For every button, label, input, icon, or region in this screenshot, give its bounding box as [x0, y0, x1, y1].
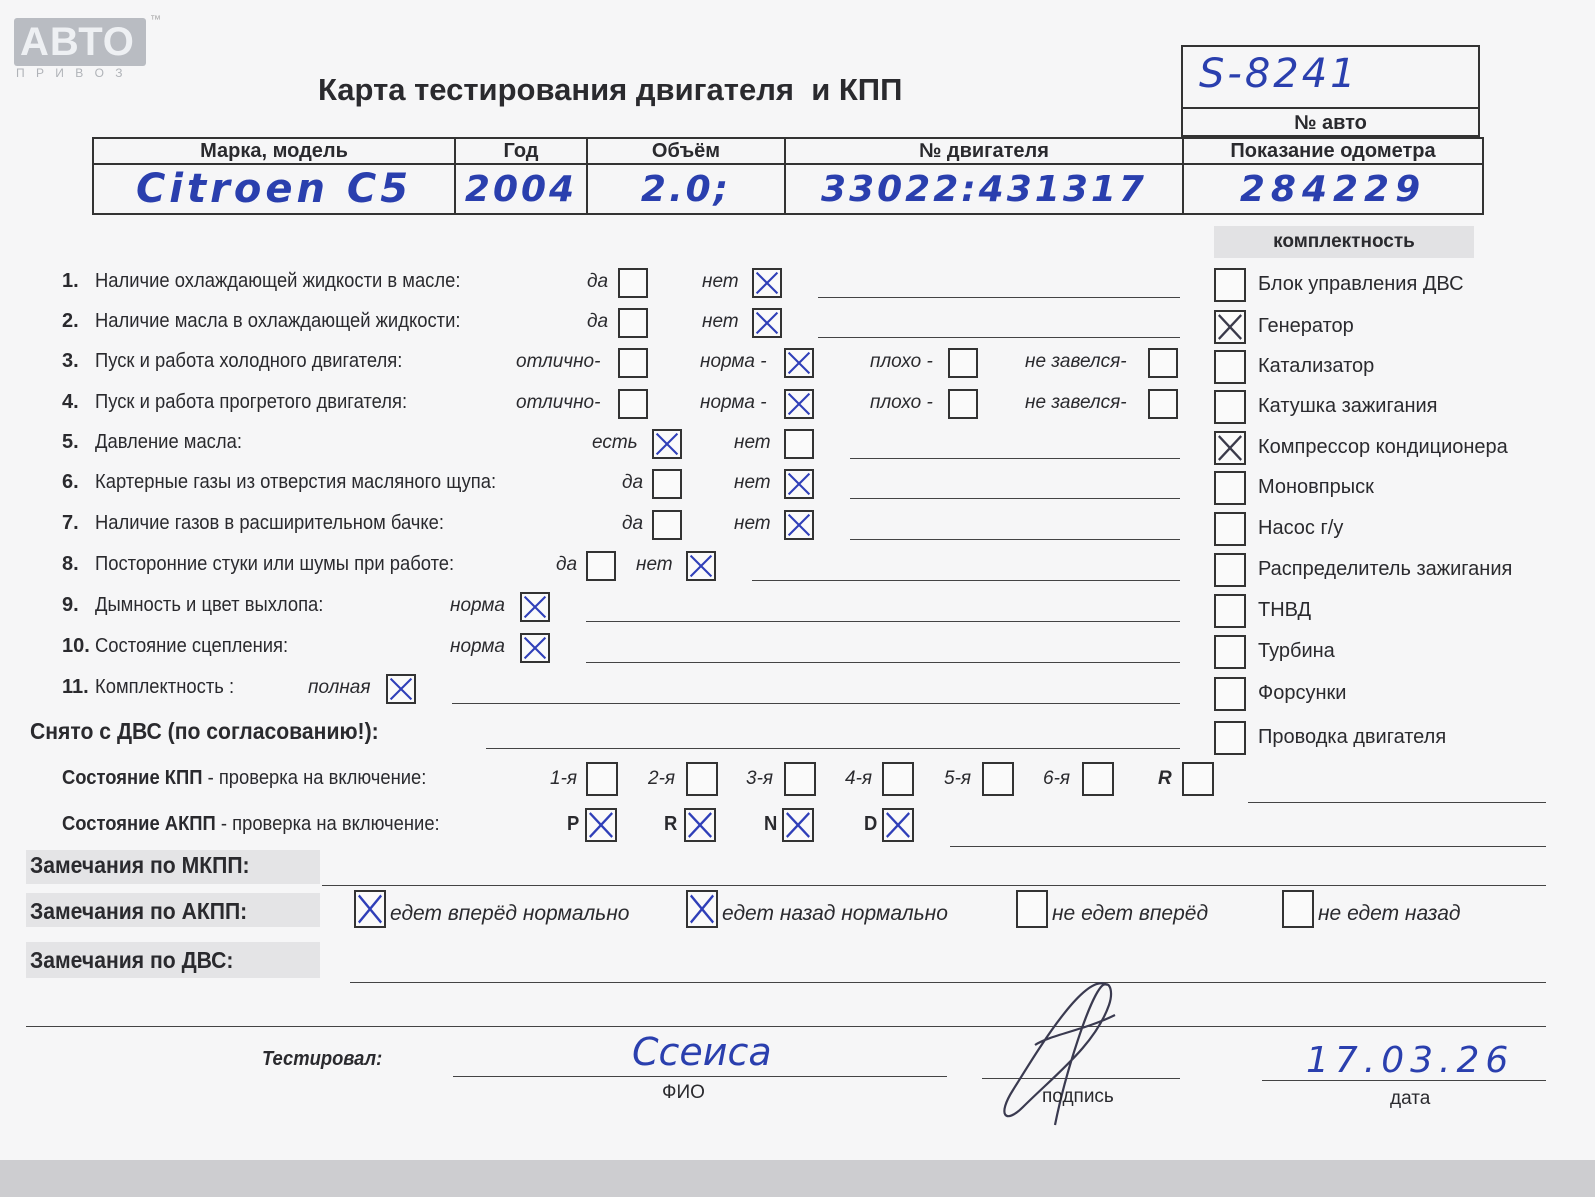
remark-option: не едет вперёд	[1052, 902, 1209, 925]
question-number: 6.	[62, 471, 79, 493]
date-value: 17.03.26	[1306, 1040, 1515, 1081]
mode-label: R	[664, 813, 678, 835]
question-number: 9.	[62, 594, 79, 616]
col-header-model: Марка, модель	[93, 138, 455, 164]
komplekt-checkbox[interactable]	[1214, 350, 1246, 384]
answer-line	[850, 539, 1180, 540]
gear-label: R	[1158, 768, 1172, 789]
remark-checkbox[interactable]	[354, 890, 386, 928]
answer-line	[850, 498, 1180, 499]
removed-label: Снято с ДВС (по согласованию!):	[30, 718, 379, 744]
remark-checkbox[interactable]	[686, 890, 718, 928]
option-checkbox[interactable]	[784, 469, 814, 499]
page-title: Карта тестирования двигателя и КПП	[318, 72, 903, 107]
question-number: 8.	[62, 553, 79, 575]
signature-drawing	[995, 975, 1125, 1135]
gear-checkbox[interactable]	[586, 762, 618, 796]
option-checkbox[interactable]	[948, 348, 978, 378]
option-checkbox[interactable]	[618, 308, 648, 338]
question-text: Посторонние стуки или шумы при работе:	[95, 553, 455, 575]
answer-line	[752, 580, 1180, 581]
question-text: Пуск и работа прогретого двигателя:	[95, 391, 408, 413]
option-label: не завелся-	[1025, 351, 1127, 372]
komplekt-item: Блок управления ДВС	[1258, 273, 1464, 295]
model-value: Citroen C5	[135, 166, 413, 212]
option-checkbox[interactable]	[784, 429, 814, 459]
gear-label: 3-я	[746, 768, 774, 789]
option-label: да	[622, 513, 644, 534]
option-label: да	[587, 271, 609, 292]
kpp-label	[62, 767, 426, 790]
answer-line	[452, 703, 1180, 704]
question-number: 4.	[62, 391, 79, 413]
option-label: есть	[592, 432, 638, 453]
option-label: полная	[308, 677, 371, 698]
komplekt-checkbox[interactable]	[1214, 268, 1246, 302]
date-caption: дата	[1390, 1088, 1431, 1109]
option-label: отлично-	[516, 351, 601, 372]
komplekt-item: Моновпрыск	[1258, 476, 1374, 498]
komplekt-item: Распределитель зажигания	[1258, 558, 1513, 580]
gear-label: 6-я	[1043, 768, 1071, 789]
fio-caption: ФИО	[662, 1082, 705, 1103]
akpp-label-rest: - проверка на включение:	[215, 813, 440, 835]
option-label: нет	[702, 271, 739, 292]
komplekt-item: Форсунки	[1258, 682, 1347, 704]
torn-edge	[0, 1160, 1595, 1197]
question-number: 7.	[62, 512, 79, 534]
option-label: нет	[636, 554, 673, 575]
remarks-dvs-line	[350, 982, 1546, 983]
car-number-label-cell	[1183, 107, 1478, 137]
option-checkbox[interactable]	[520, 592, 550, 622]
cell-year	[455, 164, 587, 214]
odometer-value: 284229	[1239, 168, 1427, 210]
question-text: Картерные газы из отверстия масляного щупа:	[95, 471, 497, 493]
cell-volume	[587, 164, 785, 214]
komplekt-item: Турбина	[1258, 640, 1335, 662]
option-checkbox[interactable]	[652, 469, 682, 499]
option-checkbox[interactable]	[686, 551, 716, 581]
question-number: 11.	[62, 676, 89, 698]
answer-line	[586, 621, 1180, 622]
komplekt-checkbox[interactable]	[1214, 721, 1246, 755]
engine-value: 33022:431317	[821, 168, 1147, 210]
option-label: отлично-	[516, 392, 601, 413]
question-text: Пуск и работа холодного двигателя:	[95, 350, 403, 372]
gear-label: 4-я	[845, 768, 873, 789]
remarks-dvs-label: Замечания по ДВС:	[30, 947, 234, 973]
option-checkbox[interactable]	[652, 510, 682, 540]
question-number: 2.	[62, 310, 79, 332]
komplekt-checkbox[interactable]	[1214, 553, 1246, 587]
col-header-volume: Объём	[587, 138, 785, 164]
cell-engine	[785, 164, 1183, 214]
komplekt-item: Насос г/у	[1258, 517, 1344, 539]
option-checkbox[interactable]	[784, 348, 814, 378]
option-checkbox[interactable]	[386, 674, 416, 704]
car-number-label: № авто	[1294, 112, 1367, 134]
cell-model	[93, 164, 455, 214]
gear-checkbox[interactable]	[1182, 762, 1214, 796]
gear-label: 1-я	[550, 768, 578, 789]
komplekt-item: Катализатор	[1258, 355, 1375, 377]
option-label: да	[622, 472, 644, 493]
mode-checkbox[interactable]	[585, 808, 617, 842]
gear-checkbox[interactable]	[1082, 762, 1114, 796]
komplekt-item: ТНВД	[1258, 599, 1312, 621]
car-number-box	[1181, 45, 1480, 137]
gear-checkbox[interactable]	[686, 762, 718, 796]
option-label: да	[556, 554, 578, 575]
komplekt-checkbox[interactable]	[1214, 677, 1246, 711]
mode-checkbox[interactable]	[782, 808, 814, 842]
option-checkbox[interactable]	[586, 551, 616, 581]
question-number: 10.	[62, 635, 90, 657]
car-number-value: S-8241	[1199, 51, 1359, 97]
komplekt-item: Компрессор кондиционера	[1258, 436, 1508, 458]
tester-name: Ссеиса	[632, 1030, 772, 1074]
option-label: норма	[450, 636, 505, 657]
komplekt-checkbox[interactable]	[1214, 390, 1246, 424]
option-label: да	[587, 311, 609, 332]
komplekt-item: Проводка двигателя	[1258, 726, 1447, 748]
year-value: 2004	[464, 168, 578, 210]
remark-checkbox[interactable]	[1282, 890, 1314, 928]
question-number: 5.	[62, 431, 79, 453]
question-text: Дымность и цвет выхлопа:	[95, 594, 324, 616]
kpp-label-rest: - проверка на включение:	[202, 767, 427, 789]
option-label: нет	[734, 513, 771, 534]
gear-checkbox[interactable]	[982, 762, 1014, 796]
gear-checkbox[interactable]	[784, 762, 816, 796]
removed-line	[486, 748, 1180, 749]
logo-tm: ™	[150, 14, 161, 26]
logo-main: АВТО	[20, 20, 135, 64]
mode-checkbox[interactable]	[684, 808, 716, 842]
komplekt-checkbox[interactable]	[1214, 431, 1246, 465]
question-text: Наличие масла в охлаждающей жидкости:	[95, 310, 461, 332]
komplekt-checkbox[interactable]	[1214, 471, 1246, 505]
option-checkbox[interactable]	[618, 389, 648, 419]
question-text: Наличие охлаждающей жидкости в масле:	[95, 270, 461, 292]
option-label: плохо -	[870, 392, 933, 413]
option-label: нет	[734, 472, 771, 493]
avtoprivoz-logo	[14, 14, 161, 66]
option-checkbox[interactable]	[652, 429, 682, 459]
answer-line	[818, 297, 1180, 298]
question-text: Давление масла:	[95, 431, 242, 453]
option-label: не завелся-	[1025, 392, 1127, 413]
option-checkbox[interactable]	[784, 389, 814, 419]
sign-caption: подпись	[1042, 1086, 1114, 1107]
remarks-akpp-label: Замечания по АКПП:	[30, 898, 248, 924]
col-header-engine: № двигателя	[785, 138, 1183, 164]
logo-subtitle: П Р И В О З	[16, 66, 127, 80]
answer-line	[818, 337, 1180, 338]
option-label: норма -	[700, 351, 767, 372]
gear-checkbox[interactable]	[882, 762, 914, 796]
option-checkbox[interactable]	[948, 389, 978, 419]
answer-line	[586, 662, 1180, 663]
cell-odometer	[1183, 164, 1483, 214]
kpp-label-bold: Состояние КПП	[62, 767, 203, 789]
col-header-odometer: Показание одометра	[1183, 138, 1483, 164]
tested-label: Тестировал:	[262, 1048, 383, 1070]
option-label: норма	[450, 595, 505, 616]
komplekt-item: Катушка зажигания	[1258, 395, 1438, 417]
mode-label: P	[567, 813, 580, 835]
kpp-line	[1248, 802, 1546, 803]
option-checkbox[interactable]	[520, 633, 550, 663]
option-checkbox[interactable]	[752, 308, 782, 338]
option-checkbox[interactable]	[1148, 348, 1178, 378]
komplekt-item: Генератор	[1258, 315, 1354, 337]
akpp-line	[950, 846, 1546, 847]
option-checkbox[interactable]	[784, 510, 814, 540]
komplekt-title: комплектность	[1214, 226, 1474, 258]
mode-checkbox[interactable]	[882, 808, 914, 842]
option-checkbox[interactable]	[752, 268, 782, 298]
komplekt-checkbox[interactable]	[1214, 310, 1246, 344]
question-number: 3.	[62, 350, 79, 372]
remark-checkbox[interactable]	[1016, 890, 1048, 928]
fio-line	[453, 1076, 947, 1077]
col-header-year: Год	[455, 138, 587, 164]
akpp-label	[62, 813, 440, 836]
answer-line	[850, 458, 1180, 459]
remarks-mkpp-label: Замечания по МКПП:	[30, 852, 250, 878]
komplekt-checkbox[interactable]	[1214, 594, 1246, 628]
remarks-mkpp-line	[322, 885, 1546, 886]
question-text: Состояние сцепления:	[95, 635, 289, 657]
option-checkbox[interactable]	[1148, 389, 1178, 419]
komplekt-checkbox[interactable]	[1214, 512, 1246, 546]
vehicle-header-table	[92, 137, 1484, 215]
remark-option: едет назад нормально	[722, 902, 948, 925]
komplekt-checkbox[interactable]	[1214, 635, 1246, 669]
gear-label: 5-я	[944, 768, 972, 789]
option-label: нет	[702, 311, 739, 332]
mode-label: N	[764, 813, 778, 835]
option-label: плохо -	[870, 351, 933, 372]
akpp-label-bold: Состояние АКПП	[62, 813, 216, 835]
question-text: Наличие газов в расширительном бачке:	[95, 512, 444, 534]
gear-label: 2-я	[648, 768, 676, 789]
remark-option: не едет назад	[1318, 902, 1461, 925]
volume-value: 2.0;	[640, 168, 732, 210]
question-number: 1.	[62, 270, 79, 292]
remark-option: едет вперёд нормально	[390, 902, 630, 925]
mode-label: D	[864, 813, 878, 835]
remarks-extra-line	[26, 1026, 1546, 1027]
option-checkbox[interactable]	[618, 348, 648, 378]
option-checkbox[interactable]	[618, 268, 648, 298]
option-label: норма -	[700, 392, 767, 413]
option-label: нет	[734, 432, 771, 453]
question-text: Комплектность :	[95, 676, 235, 698]
